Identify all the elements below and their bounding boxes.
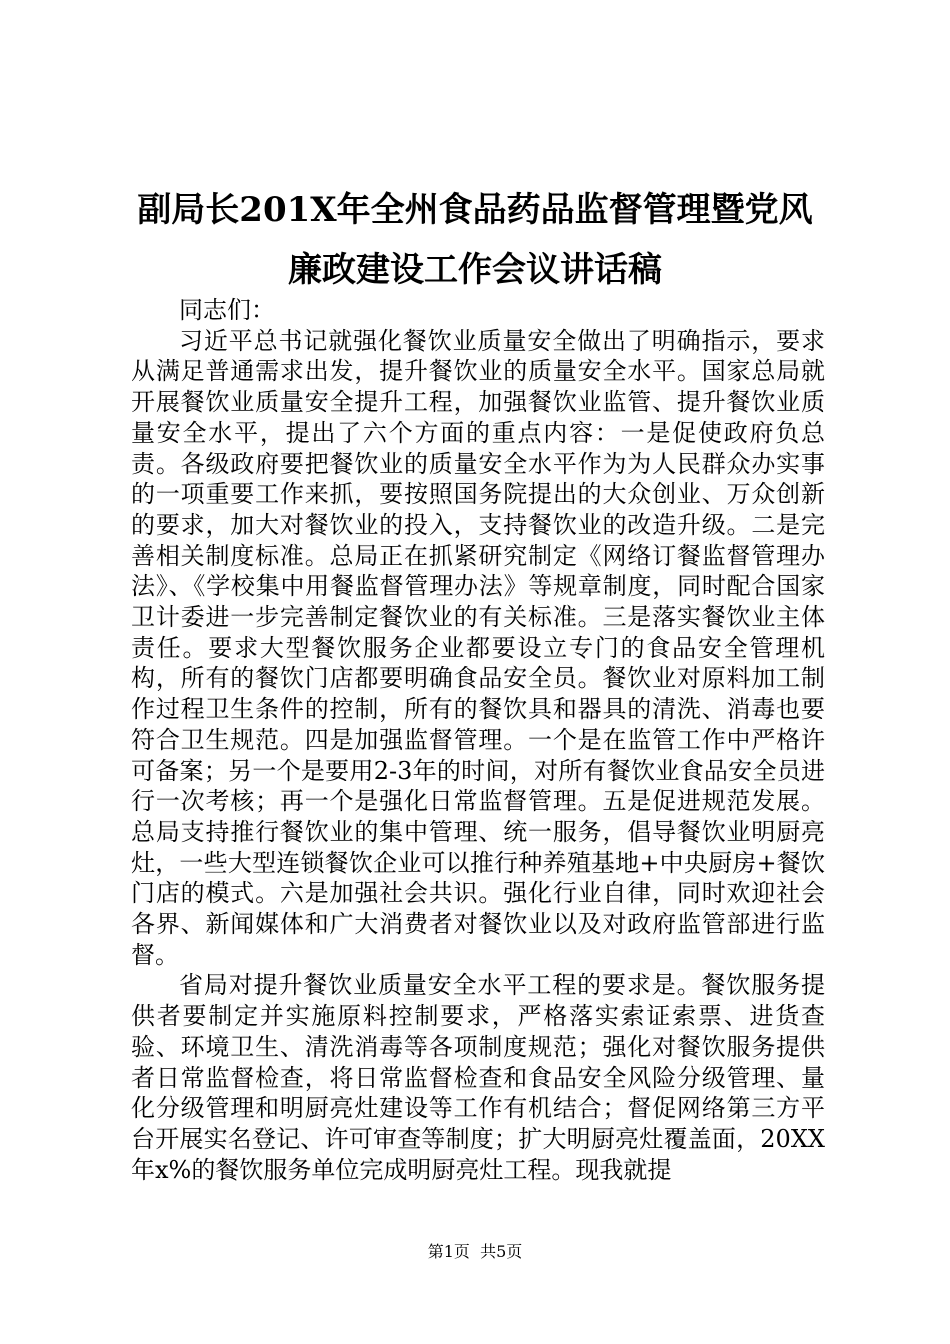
paragraph: 习近平总书记就强化餐饮业质量安全做出了明确指示，要求从满足普通需求出发，提升餐饮业的质量安全水平。国家总局就开展餐饮业质量安全提升工程，加强餐饮业监管、提升餐饮业质量安全水平，提出了六个方面的重点内容：一是促使政府负总责。各级政府要把餐饮业的质量安全水平作为为人民群众办实事的一项重要工作来抓，要按照国务院提出的大众创业、万众创新的要求，加大对餐饮业的投入，支持餐饮业的改造升级。二是完善相关制度标准。总局正在抓紧研究制定《网络订餐监督管理办法》、《学校集中用餐监督管理办法》等规章制度，同时配合国家卫计委进一步完善制定餐饮业的有关标准。三是落实餐饮业主体责任。要求大型餐饮服务企业都要设立专门的食品安全管理机构，所有的餐饮门店都要明确食品安全员。餐饮业对原料加工制作过程卫生条件的控制，所有的餐饮具和器具的清洗、消毒也要符合卫生规范。四是加强监督管理。一个是在监管工作中严格许可备案；另一个是要用2-3年的时间，对所有餐饮业食品安全员进行一次考核；再一个是强化日常监督管理。五是促进规范发展。总局支持推行餐饮业的集中管理、统一服务，倡导餐饮业明厨亮灶，一些大型连锁餐饮企业可以推行种养殖基地+中央厨房+餐饮门店的模式。六是加强社会共识。强化行业自律，同时欢迎社会各界、新闻媒体和广大消费者对餐饮业以及对政府监管部进行监督。: [131, 326, 825, 969]
document-title-line-2: 廉政建设工作会议讲话稿: [288, 250, 662, 290]
document-title-line-1: 副局长201X年全州食品药品监督管理暨党风: [137, 190, 813, 230]
page-footer: 第1页 共5页: [427, 1242, 523, 1261]
document-body: [131, 295, 825, 1185]
salutation: 同志们：: [179, 296, 275, 324]
paragraph: 省局对提升餐饮业质量安全水平工程的要求是。餐饮服务提供者要制定并实施原料控制要求，严格落实索证索票、进货查验、环境卫生、清洗消毒等各项制度规范；强化对餐饮服务提供者日常监督检查，将日常监督检查和食品安全风险分级管理、量化分级管理和明厨亮灶建设等工作有机结合；督促网络第三方平台开展实名登记、许可审查等制度；扩大明厨亮灶覆盖面，20XX年x%的餐饮服务单位完成明厨亮灶工程。现我就提: [131, 971, 825, 1184]
